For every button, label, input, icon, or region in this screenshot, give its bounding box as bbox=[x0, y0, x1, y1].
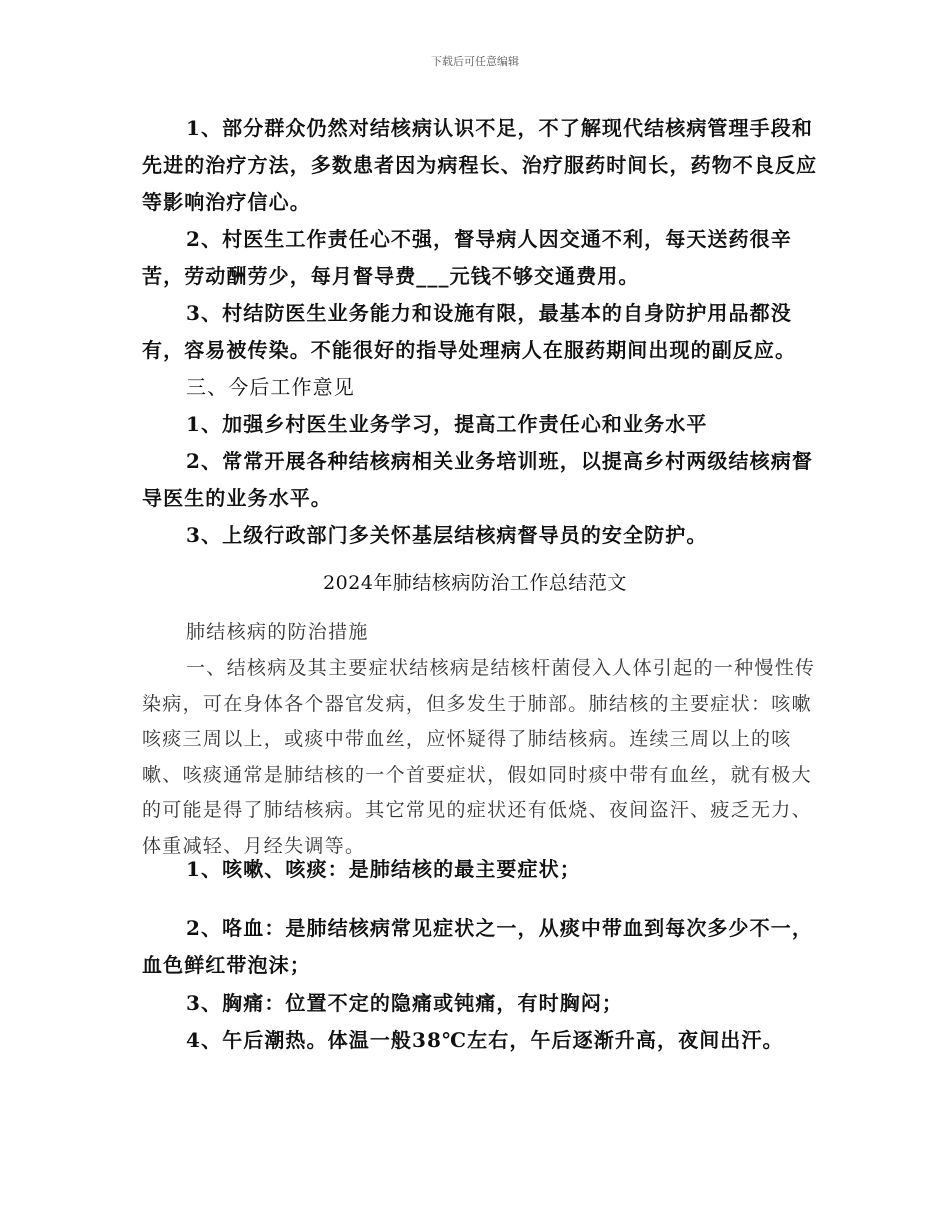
symptom-paragraph-3: 3、胸痛：位置不定的隐痛或钝痛，有时胸闷； bbox=[186, 991, 624, 1015]
symptom-paragraph-2: 2、咯血：是肺结核病常见症状之一，从痰中带血到每次多少不一，血色鲜红带泡沫； bbox=[142, 916, 813, 977]
opinion-paragraph-2: 2、常常开展各种结核病相关业务培训班，以提高乡村两级结核病督导医生的业务水平。 bbox=[142, 449, 813, 510]
problem-paragraph-2: 2、村医生工作责任心不强，督导病人因交通不利，每天送药很辛苦，劳动酬劳少，每月督导费___元钱不够交通费用。 bbox=[142, 227, 792, 288]
problem-paragraph-3: 3、村结防医生业务能力和设施有限，最基本的自身防护用品都没有，容易被传染。不能很好的指导处理病人在服药期间出现的副反应。 bbox=[142, 301, 797, 362]
section-heading: 三、今后工作意见 bbox=[186, 375, 355, 399]
opinion-paragraph-3: 3、上级行政部门多关怀基层结核病督导员的安全防护。 bbox=[186, 523, 708, 547]
opinion-paragraph-1: 1、加强乡村医生业务学习，提高工作责任心和业务水平 bbox=[186, 412, 708, 436]
measures-heading: 肺结核病的防治措施 bbox=[186, 621, 369, 643]
document-title: 2024年肺结核病防治工作总结范文 bbox=[323, 572, 627, 594]
symptom-paragraph-1: 1、咳嗽、咳痰：是肺结核的最主要症状； bbox=[186, 857, 581, 881]
intro-paragraph: 一、结核病及其主要症状结核病是结核杆菌侵入人体引起的一种慢性传染病，可在身体各个器官发病，但多发生于肺部。肺结核的主要症状：咳嗽咳痰三周以上，或痰中带血丝，应怀疑得了肺结核病。连续三周以上的咳嗽、咳痰通常是肺结核的一个首要症状，假如同时痰中带有血丝，就有极大的可能是得了肺结核病。其它常见的症状还有低烧、夜间盗汗、疲乏无力、体重减轻、月经失调等。 bbox=[142, 657, 816, 857]
page-header: 下载后可任意编辑 bbox=[431, 55, 519, 68]
symptom-paragraph-4: 4、午后潮热。体温一般38℃左右，午后逐渐升高，夜间出汗。 bbox=[186, 1028, 784, 1052]
problem-paragraph-1: 1、部分群众仍然对结核病认识不足，不了解现代结核病管理手段和先进的治疗方法，多数患者因为病程长、治疗服药时间长，药物不良反应等影响治疗信心。 bbox=[142, 116, 818, 214]
